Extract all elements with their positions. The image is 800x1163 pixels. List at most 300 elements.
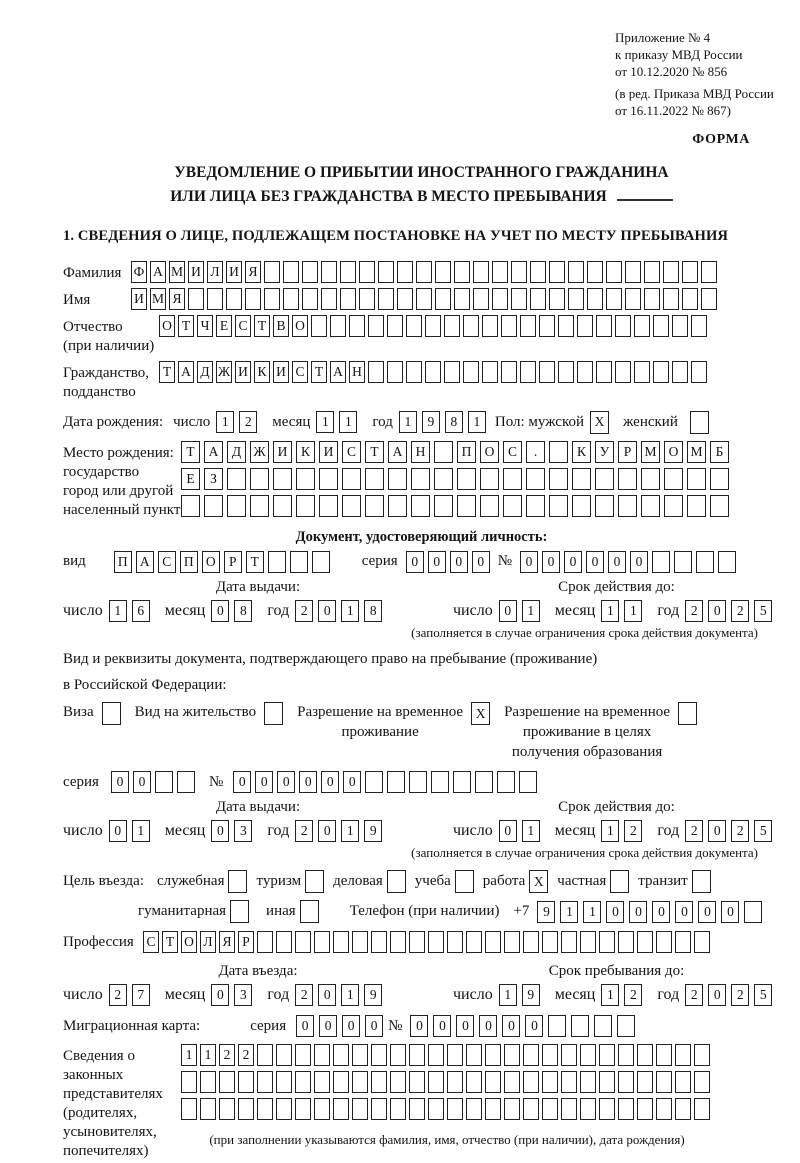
cell[interactable] xyxy=(595,495,614,517)
permit-series-cells[interactable] xyxy=(111,771,199,793)
cell[interactable] xyxy=(530,288,546,310)
cell[interactable]: И xyxy=(235,361,251,383)
cell[interactable] xyxy=(618,1071,634,1093)
cell[interactable] xyxy=(526,495,545,517)
cell[interactable] xyxy=(409,1044,425,1066)
cell[interactable]: О xyxy=(202,551,220,573)
cell[interactable] xyxy=(504,1071,520,1093)
cell[interactable] xyxy=(387,771,405,793)
cell[interactable]: 0 xyxy=(133,771,151,793)
cell[interactable]: 1 xyxy=(341,600,359,622)
cell[interactable] xyxy=(435,261,451,283)
cell[interactable] xyxy=(390,931,406,953)
cell[interactable]: О xyxy=(480,441,499,463)
cell[interactable] xyxy=(504,931,520,953)
cell[interactable]: И xyxy=(131,288,147,310)
cell[interactable] xyxy=(387,315,403,337)
purpose-official-checkbox[interactable] xyxy=(228,870,247,893)
cell[interactable] xyxy=(444,361,460,383)
cell[interactable]: 1 xyxy=(399,411,417,433)
stay-day-cells[interactable] xyxy=(499,984,545,1006)
identity-issue-month-cells[interactable] xyxy=(211,600,257,622)
cell[interactable] xyxy=(371,1044,387,1066)
cell[interactable] xyxy=(675,1044,691,1066)
cell[interactable]: Ф xyxy=(131,261,147,283)
cell[interactable]: Ж xyxy=(216,361,232,383)
temp-permit-checkbox[interactable] xyxy=(471,702,490,725)
cell[interactable] xyxy=(409,1098,425,1120)
cell[interactable]: 0 xyxy=(652,901,670,923)
cell[interactable] xyxy=(618,931,634,953)
cell[interactable]: 0 xyxy=(698,901,716,923)
cell[interactable] xyxy=(539,361,555,383)
cell[interactable] xyxy=(333,1071,349,1093)
cell[interactable] xyxy=(368,361,384,383)
cell[interactable] xyxy=(314,1071,330,1093)
cell[interactable] xyxy=(596,361,612,383)
cell[interactable]: 0 xyxy=(296,1015,314,1037)
cell[interactable] xyxy=(295,1044,311,1066)
cell[interactable]: 9 xyxy=(364,984,382,1006)
cell[interactable] xyxy=(312,551,330,573)
cell[interactable] xyxy=(387,361,403,383)
cell[interactable] xyxy=(257,1098,273,1120)
cell[interactable] xyxy=(305,870,324,893)
cell[interactable] xyxy=(296,468,315,490)
cell[interactable] xyxy=(397,288,413,310)
cell[interactable]: 0 xyxy=(708,600,726,622)
cell[interactable] xyxy=(530,261,546,283)
cell[interactable]: А xyxy=(150,261,166,283)
cell[interactable] xyxy=(480,468,499,490)
cell[interactable]: С xyxy=(503,441,522,463)
patronymic-cells[interactable] xyxy=(159,315,710,337)
cell[interactable] xyxy=(634,315,650,337)
cell[interactable] xyxy=(523,1044,539,1066)
cell[interactable]: Т xyxy=(178,315,194,337)
cell[interactable]: 0 xyxy=(365,1015,383,1037)
cell[interactable]: Е xyxy=(181,468,200,490)
cell[interactable] xyxy=(501,315,517,337)
stay-month-cells[interactable] xyxy=(601,984,647,1006)
cell[interactable]: И xyxy=(273,361,289,383)
cell[interactable] xyxy=(181,1071,197,1093)
cell[interactable] xyxy=(276,1044,292,1066)
entry-day-cells[interactable] xyxy=(109,984,155,1006)
cell[interactable]: 2 xyxy=(238,1044,254,1066)
cell[interactable]: 2 xyxy=(624,820,642,842)
cell[interactable] xyxy=(409,931,425,953)
cell[interactable]: 9 xyxy=(422,411,440,433)
cell[interactable]: 0 xyxy=(255,771,273,793)
cell[interactable]: 0 xyxy=(410,1015,428,1037)
cell[interactable] xyxy=(558,361,574,383)
doc-series-cells[interactable] xyxy=(406,551,494,573)
sex-female-checkbox[interactable] xyxy=(690,411,709,434)
cell[interactable] xyxy=(250,468,269,490)
cell[interactable]: И xyxy=(319,441,338,463)
cell[interactable] xyxy=(333,931,349,953)
cell[interactable] xyxy=(501,361,517,383)
cell[interactable] xyxy=(283,261,299,283)
cell[interactable]: В xyxy=(273,315,289,337)
cell[interactable] xyxy=(561,931,577,953)
cell[interactable] xyxy=(314,931,330,953)
cell[interactable]: А xyxy=(388,441,407,463)
cell[interactable] xyxy=(319,468,338,490)
cell[interactable]: Ж xyxy=(250,441,269,463)
cell[interactable] xyxy=(273,495,292,517)
cell[interactable] xyxy=(653,315,669,337)
cell[interactable] xyxy=(268,551,286,573)
cell[interactable] xyxy=(549,288,565,310)
cell[interactable] xyxy=(675,1098,691,1120)
cell[interactable]: О xyxy=(159,315,175,337)
cell[interactable] xyxy=(571,1015,589,1037)
cell[interactable] xyxy=(238,1071,254,1093)
cell[interactable]: А xyxy=(178,361,194,383)
cell[interactable]: . xyxy=(526,441,545,463)
cell[interactable] xyxy=(390,1044,406,1066)
cell[interactable] xyxy=(290,551,308,573)
cell[interactable] xyxy=(302,288,318,310)
cell[interactable]: 2 xyxy=(295,600,313,622)
cell[interactable]: К xyxy=(254,361,270,383)
cell[interactable]: 0 xyxy=(318,820,336,842)
cell[interactable] xyxy=(694,1044,710,1066)
cell[interactable]: Т xyxy=(254,315,270,337)
cell[interactable]: М xyxy=(641,441,660,463)
cell[interactable] xyxy=(580,1044,596,1066)
cell[interactable] xyxy=(181,495,200,517)
cell[interactable]: О xyxy=(181,931,197,953)
citizenship-cells[interactable] xyxy=(159,361,710,383)
cell[interactable] xyxy=(520,315,536,337)
cell[interactable] xyxy=(580,931,596,953)
cell[interactable] xyxy=(710,468,729,490)
cell[interactable]: П xyxy=(180,551,198,573)
cell[interactable]: К xyxy=(572,441,591,463)
cell[interactable]: 0 xyxy=(630,551,648,573)
cell[interactable]: К xyxy=(296,441,315,463)
cell[interactable] xyxy=(656,1044,672,1066)
cell[interactable]: Т xyxy=(159,361,175,383)
representatives-cells-row1[interactable] xyxy=(181,1044,713,1066)
cell[interactable] xyxy=(409,771,427,793)
cell[interactable] xyxy=(663,288,679,310)
permit-issue-month-cells[interactable] xyxy=(211,820,257,842)
cell[interactable] xyxy=(549,468,568,490)
cell[interactable] xyxy=(330,315,346,337)
cell[interactable] xyxy=(520,361,536,383)
cell[interactable]: У xyxy=(595,441,614,463)
cell[interactable] xyxy=(485,1098,501,1120)
cell[interactable] xyxy=(295,1098,311,1120)
cell[interactable]: 2 xyxy=(685,820,703,842)
cell[interactable]: 1 xyxy=(468,411,486,433)
birth-year-cells[interactable] xyxy=(399,411,491,433)
cell[interactable]: М xyxy=(169,261,185,283)
cell[interactable] xyxy=(710,495,729,517)
cell[interactable]: 1 xyxy=(601,984,619,1006)
cell[interactable]: X xyxy=(529,870,548,893)
cell[interactable]: 1 xyxy=(341,820,359,842)
cell[interactable]: 3 xyxy=(234,984,252,1006)
doc-type-cells[interactable] xyxy=(114,551,334,573)
cell[interactable] xyxy=(416,261,432,283)
cell[interactable]: 2 xyxy=(731,820,749,842)
sex-male-checkbox[interactable] xyxy=(590,411,609,434)
cell[interactable] xyxy=(365,771,383,793)
cell[interactable] xyxy=(406,315,422,337)
cell[interactable] xyxy=(397,261,413,283)
cell[interactable] xyxy=(463,361,479,383)
cell[interactable] xyxy=(482,361,498,383)
cell[interactable]: 0 xyxy=(211,984,229,1006)
cell[interactable]: 8 xyxy=(445,411,463,433)
purpose-study-checkbox[interactable] xyxy=(455,870,474,893)
permit-issue-day-cells[interactable] xyxy=(109,820,155,842)
cell[interactable] xyxy=(580,1071,596,1093)
cell[interactable] xyxy=(542,1044,558,1066)
cell[interactable] xyxy=(664,495,683,517)
cell[interactable] xyxy=(691,361,707,383)
cell[interactable]: 1 xyxy=(216,411,234,433)
cell[interactable]: 1 xyxy=(339,411,357,433)
purpose-business-checkbox[interactable] xyxy=(387,870,406,893)
cell[interactable]: 0 xyxy=(342,1015,360,1037)
cell[interactable] xyxy=(718,551,736,573)
cell[interactable]: 1 xyxy=(109,600,127,622)
cell[interactable]: 1 xyxy=(200,1044,216,1066)
cell[interactable] xyxy=(587,288,603,310)
cell[interactable]: 1 xyxy=(181,1044,197,1066)
cell[interactable] xyxy=(549,261,565,283)
cell[interactable] xyxy=(207,288,223,310)
cell[interactable]: 0 xyxy=(542,551,560,573)
cell[interactable] xyxy=(342,495,361,517)
purpose-work-checkbox[interactable] xyxy=(529,870,548,893)
cell[interactable]: 5 xyxy=(754,600,772,622)
cell[interactable]: 0 xyxy=(520,551,538,573)
cell[interactable] xyxy=(561,1071,577,1093)
cell[interactable] xyxy=(473,261,489,283)
cell[interactable]: Е xyxy=(216,315,232,337)
cell[interactable]: 1 xyxy=(522,600,540,622)
cell[interactable]: 0 xyxy=(343,771,361,793)
cell[interactable] xyxy=(300,900,319,923)
cell[interactable]: 0 xyxy=(318,984,336,1006)
cell[interactable] xyxy=(558,315,574,337)
surname-cells[interactable] xyxy=(131,261,720,283)
entry-year-cells[interactable] xyxy=(295,984,387,1006)
cell[interactable] xyxy=(319,495,338,517)
cell[interactable] xyxy=(352,1098,368,1120)
cell[interactable]: 2 xyxy=(109,984,127,1006)
cell[interactable] xyxy=(314,1098,330,1120)
cell[interactable] xyxy=(687,495,706,517)
cell[interactable] xyxy=(617,1015,635,1037)
cell[interactable] xyxy=(549,441,568,463)
cell[interactable]: 0 xyxy=(499,600,517,622)
cell[interactable] xyxy=(425,361,441,383)
cell[interactable] xyxy=(411,468,430,490)
cell[interactable] xyxy=(625,288,641,310)
cell[interactable]: 0 xyxy=(109,820,127,842)
cell[interactable] xyxy=(587,261,603,283)
cell[interactable] xyxy=(615,315,631,337)
cell[interactable] xyxy=(523,1098,539,1120)
cell[interactable]: З xyxy=(204,468,223,490)
cell[interactable]: Л xyxy=(200,931,216,953)
cell[interactable]: 0 xyxy=(450,551,468,573)
cell[interactable] xyxy=(672,315,688,337)
cell[interactable] xyxy=(625,261,641,283)
cell[interactable]: Н xyxy=(349,361,365,383)
cell[interactable]: 0 xyxy=(433,1015,451,1037)
cell[interactable] xyxy=(226,288,242,310)
cell[interactable]: П xyxy=(457,441,476,463)
cell[interactable]: 0 xyxy=(564,551,582,573)
cell[interactable] xyxy=(428,1098,444,1120)
cell[interactable] xyxy=(204,495,223,517)
cell[interactable] xyxy=(634,361,650,383)
cell[interactable]: А xyxy=(204,441,223,463)
cell[interactable] xyxy=(466,1071,482,1093)
cell[interactable] xyxy=(652,551,670,573)
cell[interactable] xyxy=(696,551,714,573)
cell[interactable] xyxy=(618,1044,634,1066)
cell[interactable]: Т xyxy=(162,931,178,953)
cell[interactable]: 2 xyxy=(624,984,642,1006)
cell[interactable] xyxy=(701,288,717,310)
cell[interactable] xyxy=(264,702,283,725)
visa-checkbox[interactable] xyxy=(102,702,121,725)
cell[interactable] xyxy=(342,468,361,490)
cell[interactable]: Б xyxy=(710,441,729,463)
cell[interactable]: 8 xyxy=(234,600,252,622)
cell[interactable] xyxy=(371,931,387,953)
cell[interactable] xyxy=(428,931,444,953)
cell[interactable] xyxy=(276,1071,292,1093)
cell[interactable] xyxy=(511,288,527,310)
cell[interactable] xyxy=(497,771,515,793)
cell[interactable]: 0 xyxy=(211,600,229,622)
cell[interactable] xyxy=(447,931,463,953)
cell[interactable] xyxy=(273,468,292,490)
cell[interactable]: Д xyxy=(197,361,213,383)
cell[interactable] xyxy=(526,468,545,490)
cell[interactable] xyxy=(314,1044,330,1066)
cell[interactable] xyxy=(653,361,669,383)
birthplace-cells-row3[interactable] xyxy=(181,495,733,517)
cell[interactable]: М xyxy=(687,441,706,463)
firstname-cells[interactable] xyxy=(131,288,720,310)
cell[interactable] xyxy=(568,261,584,283)
edu-permit-checkbox[interactable] xyxy=(678,702,697,725)
cell[interactable] xyxy=(523,931,539,953)
cell[interactable] xyxy=(463,315,479,337)
cell[interactable]: 8 xyxy=(364,600,382,622)
cell[interactable] xyxy=(181,1098,197,1120)
cell[interactable]: М xyxy=(150,288,166,310)
cell[interactable]: 0 xyxy=(629,901,647,923)
cell[interactable] xyxy=(378,288,394,310)
cell[interactable] xyxy=(359,261,375,283)
cell[interactable] xyxy=(434,441,453,463)
cell[interactable]: 9 xyxy=(364,820,382,842)
identity-valid-month-cells[interactable] xyxy=(601,600,647,622)
cell[interactable] xyxy=(349,315,365,337)
cell[interactable]: 9 xyxy=(522,984,540,1006)
cell[interactable] xyxy=(599,1098,615,1120)
cell[interactable]: Я xyxy=(169,288,185,310)
cell[interactable] xyxy=(548,1015,566,1037)
cell[interactable]: 0 xyxy=(211,820,229,842)
cell[interactable] xyxy=(542,931,558,953)
cell[interactable] xyxy=(238,1098,254,1120)
cell[interactable]: А xyxy=(136,551,154,573)
cell[interactable] xyxy=(664,468,683,490)
cell[interactable]: 0 xyxy=(277,771,295,793)
cell[interactable] xyxy=(485,1071,501,1093)
cell[interactable]: Р xyxy=(238,931,254,953)
cell[interactable]: 0 xyxy=(586,551,604,573)
cell[interactable] xyxy=(228,870,247,893)
cell[interactable] xyxy=(409,1071,425,1093)
cell[interactable] xyxy=(434,468,453,490)
cell[interactable] xyxy=(691,315,707,337)
cell[interactable] xyxy=(311,315,327,337)
cell[interactable] xyxy=(227,468,246,490)
purpose-private-checkbox[interactable] xyxy=(610,870,629,893)
cell[interactable] xyxy=(682,261,698,283)
cell[interactable]: 0 xyxy=(721,901,739,923)
cell[interactable]: 5 xyxy=(754,984,772,1006)
cell[interactable]: Т xyxy=(365,441,384,463)
cell[interactable]: С xyxy=(342,441,361,463)
cell[interactable]: 1 xyxy=(601,820,619,842)
cell[interactable]: С xyxy=(235,315,251,337)
cell[interactable] xyxy=(466,931,482,953)
cell[interactable] xyxy=(466,1044,482,1066)
cell[interactable] xyxy=(523,1071,539,1093)
cell[interactable]: 2 xyxy=(239,411,257,433)
cell[interactable] xyxy=(682,288,698,310)
cell[interactable]: И xyxy=(188,261,204,283)
cell[interactable] xyxy=(675,1071,691,1093)
cell[interactable] xyxy=(492,261,508,283)
cell[interactable]: 0 xyxy=(525,1015,543,1037)
cell[interactable]: 1 xyxy=(341,984,359,1006)
cell[interactable] xyxy=(457,468,476,490)
cell[interactable] xyxy=(644,288,660,310)
cell[interactable]: 0 xyxy=(233,771,251,793)
cell[interactable] xyxy=(466,1098,482,1120)
cell[interactable] xyxy=(485,931,501,953)
permit-issue-year-cells[interactable] xyxy=(295,820,387,842)
cell[interactable] xyxy=(447,1071,463,1093)
cell[interactable] xyxy=(431,771,449,793)
cell[interactable] xyxy=(475,771,493,793)
cell[interactable] xyxy=(434,495,453,517)
cell[interactable]: 0 xyxy=(472,551,490,573)
cell[interactable] xyxy=(539,315,555,337)
cell[interactable] xyxy=(561,1098,577,1120)
cell[interactable]: 0 xyxy=(502,1015,520,1037)
cell[interactable] xyxy=(371,1071,387,1093)
cell[interactable] xyxy=(542,1098,558,1120)
